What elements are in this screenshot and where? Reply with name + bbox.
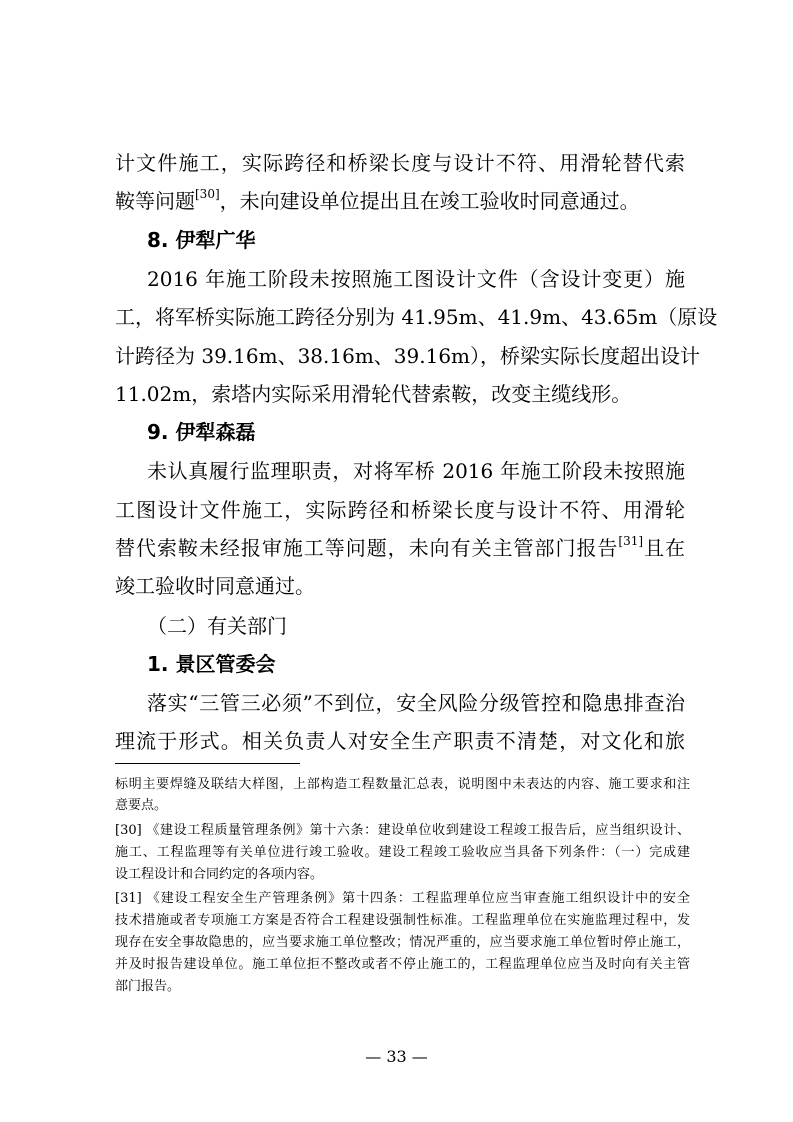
section-heading-1: 1. 景区管委会 [147, 652, 276, 676]
footnote-separator [115, 763, 300, 764]
paragraph-line: 2016 年施工阶段未按照施工图设计文件（含设计变更）施 [147, 267, 685, 291]
footnote-line: 施工、工程监理等有关单位进行竣工验收。建设工程竣工验收应当具备下列条件：（一）完成建 [115, 845, 690, 860]
footnote-ref-30[interactable]: [30] [195, 187, 220, 202]
footnote-line: 意要点。 [115, 798, 168, 813]
paragraph-line [115, 181, 685, 221]
footnote-30: [30] 《建设工程质量管理条例》第十六条：建设单位收到建设工程竣工报告后，应当组织设计、 [115, 823, 690, 838]
paragraph-line [115, 528, 685, 568]
footnote-line: 部门报告。 [115, 979, 181, 994]
footnote-line: 设工程设计和合同约定的各项内容。 [115, 867, 324, 882]
text-span: ，未向建设单位提出且在竣工验收时同意通过。 [219, 189, 640, 213]
paragraph-line: 理流于形式。相关负责人对安全生产职责不清楚，对文化和旅 [115, 729, 685, 753]
paragraph-line: 落实“三管三必须”不到位，安全风险分级管控和隐患排查治 [147, 691, 685, 715]
text-span: 且在 [643, 536, 686, 560]
paragraph-line: 计文件施工，实际跨径和桥梁长度与设计不符、用滑轮替代索 [115, 151, 685, 175]
footnote-31: [31] 《建设工程安全生产管理条例》第十四条：工程监理单位应当审查施工组织设计中的安全 [115, 891, 690, 906]
sub-section-heading: （二）有关部门 [147, 614, 287, 638]
paragraph-line: 11.02m，索塔内实际采用滑轮代替索鞍，改变主缆线形。 [115, 382, 632, 406]
section-heading-8: 8. 伊犁广华 [147, 228, 256, 252]
paragraph-line: 工图设计文件施工，实际跨径和桥梁长度与设计不符、用滑轮 [115, 498, 685, 522]
page-number: — 33 — [365, 1047, 428, 1066]
paragraph-line: 未认真履行监理职责，对将军桥 2016 年施工阶段未按照施 [147, 459, 685, 483]
text-span: 鞍等问题 [115, 189, 195, 213]
footnote-line: 技术措施或者专项施工方案是否符合工程建设强制性标准。工程监理单位在实施监理过程中，发 [115, 913, 690, 928]
footnote-line: 标明主要焊缝及联结大样图，上部构造工程数量汇总表，说明图中未表达的内容、施工要求和注 [115, 777, 690, 792]
paragraph-line: 竣工验收时同意通过。 [115, 574, 315, 598]
footnote-ref-31[interactable]: [31] [618, 534, 644, 549]
footnote-line: 现存在安全事故隐患的，应当要求施工单位整改；情况严重的，应当要求施工单位暂时停止施工， [115, 935, 690, 950]
footnote-line: 并及时报告建设单位。施工单位拒不整改或者不停止施工的，工程监理单位应当及时向有关主管 [115, 957, 690, 972]
paragraph-line: 工，将军桥实际施工跨径分别为 41.95m、41.9m、43.65m（原设 [115, 305, 718, 329]
paragraph-line: 计跨径为 39.16m、38.16m、39.16m），桥梁实际长度超出设计 [115, 344, 701, 368]
section-heading-9: 9. 伊犁森磊 [147, 420, 256, 444]
text-span: 替代索鞍未经报审施工等问题，未向有关主管部门报告 [115, 536, 619, 560]
